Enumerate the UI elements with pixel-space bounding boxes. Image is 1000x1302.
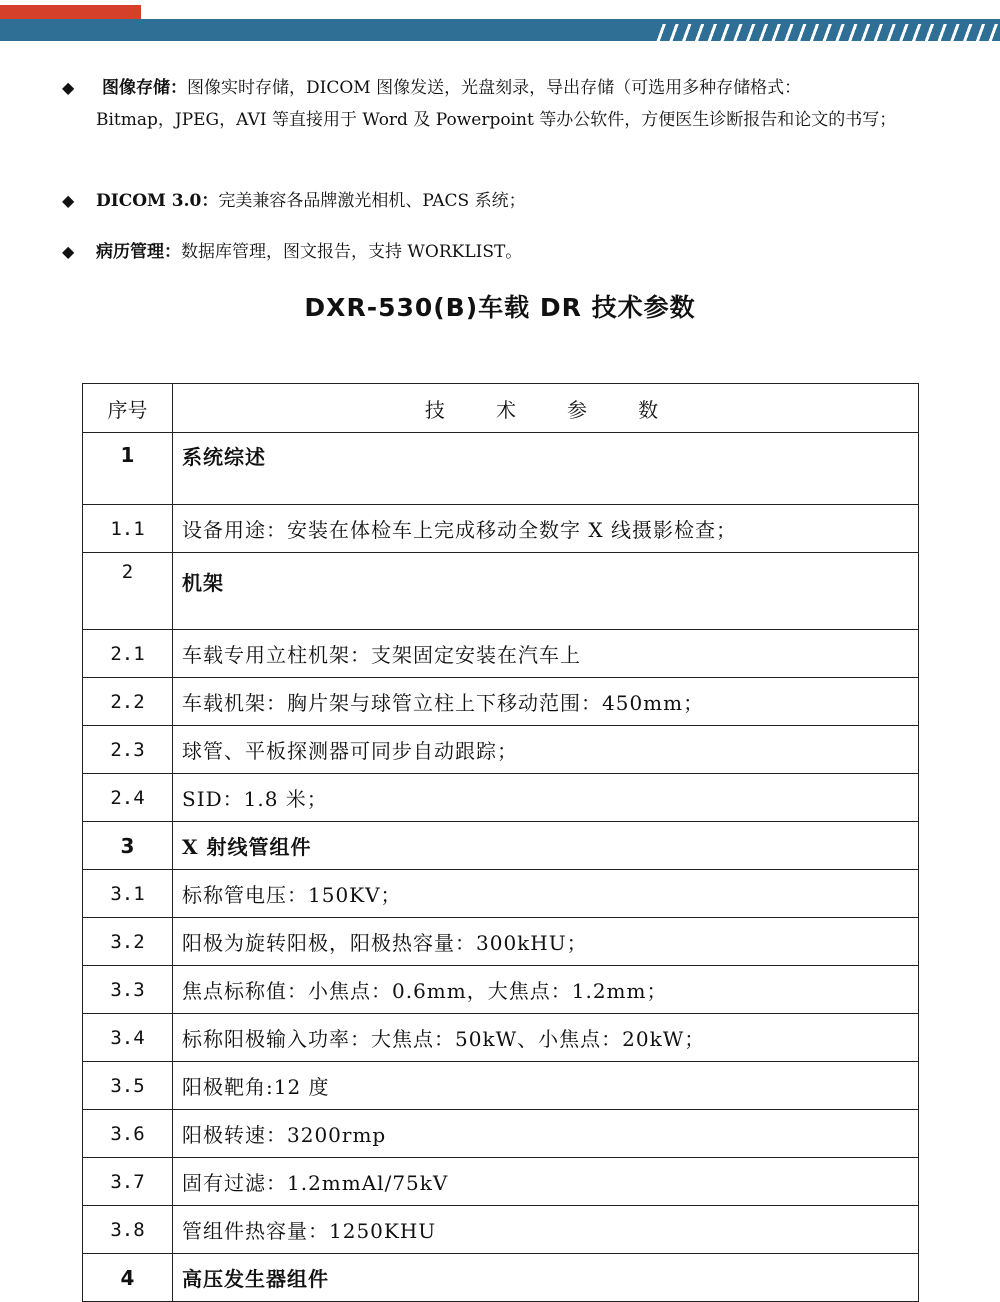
table-row [83, 966, 919, 1014]
header-num: 序号 [83, 384, 173, 433]
row-num: 2.1 [83, 630, 173, 678]
bullet-label: 图像存储： [102, 78, 187, 98]
row-text: X 射线管组件 [173, 822, 919, 870]
table-row [83, 1110, 919, 1158]
bullet-text-continued: Bitmap，JPEG，AVI 等直接用于 Word 及 Powerpoint 等办公软件，方便医生诊断报告和论文的书写； [96, 110, 897, 130]
table-row [83, 774, 919, 822]
row-num: 2 [83, 553, 173, 630]
table-row [83, 822, 919, 870]
table-header-row [83, 384, 919, 433]
table-row [83, 1254, 919, 1302]
row-text: 固有过滤：1.2mmAl/75kV [173, 1158, 919, 1206]
row-num: 3.8 [83, 1206, 173, 1254]
bullet-label: DICOM 3.0： [96, 191, 219, 211]
row-text: SID：1.8 米； [173, 774, 919, 822]
row-num: 3.3 [83, 966, 173, 1014]
row-text: 焦点标称值：小焦点：0.6mm，大焦点：1.2mm； [173, 966, 919, 1014]
table-row [83, 678, 919, 726]
table-row [83, 505, 919, 553]
row-text: 设备用途：安装在体检车上完成移动全数字 X 线摄影检查； [173, 505, 919, 553]
row-text: 车载专用立柱机架：支架固定安装在汽车上 [173, 630, 919, 678]
bullet-image-storage [62, 72, 942, 136]
row-num: 3.5 [83, 1062, 173, 1110]
row-text: 阳极为旋转阳极，阳极热容量：300kHU； [173, 918, 919, 966]
table-row [83, 553, 919, 630]
table-row [83, 870, 919, 918]
bullet-text: 数据库管理，图文报告，支持 WORKLIST。 [181, 242, 523, 262]
diamond-bullet-icon: ◆ [62, 191, 75, 210]
bullet-record-management [62, 236, 942, 268]
row-text: 标称管电压：150KV； [173, 870, 919, 918]
row-text: 机架 [173, 553, 919, 630]
row-num: 3.4 [83, 1014, 173, 1062]
row-num: 3.2 [83, 918, 173, 966]
bullet-label: 病历管理： [96, 242, 181, 262]
row-text: 阳极转速：3200rmp [173, 1110, 919, 1158]
table-row [83, 1206, 919, 1254]
spec-table [82, 383, 919, 1302]
table-row [83, 1158, 919, 1206]
row-num: 3.7 [83, 1158, 173, 1206]
table-row [83, 1062, 919, 1110]
row-num: 4 [83, 1254, 173, 1302]
row-num: 3.6 [83, 1110, 173, 1158]
row-num: 3.1 [83, 870, 173, 918]
table-row [83, 726, 919, 774]
row-text: 管组件热容量：1250KHU [173, 1206, 919, 1254]
bullet-text: 完美兼容各品牌激光相机、PACS 系统； [218, 191, 526, 211]
bullet-text: 图像实时存储，DICOM 图像发送，光盘刻录，导出存储（可选用多种存储格式： [187, 78, 802, 98]
table-row [83, 918, 919, 966]
header-red-bar [0, 5, 141, 19]
row-num: 1 [83, 433, 173, 505]
header-param: 技 术 参 数 [173, 384, 919, 433]
diamond-bullet-icon: ◆ [62, 242, 75, 261]
row-num: 2.3 [83, 726, 173, 774]
row-text: 系统综述 [173, 433, 919, 505]
row-text: 标称阳极输入功率：大焦点：50kW、小焦点：20kW； [173, 1014, 919, 1062]
row-num: 2.4 [83, 774, 173, 822]
diamond-bullet-icon: ◆ [62, 78, 75, 97]
row-text: 球管、平板探测器可同步自动跟踪； [173, 726, 919, 774]
row-text: 阳极靶角:12 度 [173, 1062, 919, 1110]
row-num: 2.2 [83, 678, 173, 726]
row-text: 高压发生器组件 [173, 1254, 919, 1302]
table-row [83, 1014, 919, 1062]
row-num: 3 [83, 822, 173, 870]
table-row [83, 433, 919, 505]
row-text: 车载机架：胸片架与球管立柱上下移动范围：450mm； [173, 678, 919, 726]
row-num: 1.1 [83, 505, 173, 553]
table-row [83, 630, 919, 678]
page-title: DXR-530(B)车载 DR 技术参数 [304, 293, 696, 322]
bullet-dicom [62, 185, 942, 217]
